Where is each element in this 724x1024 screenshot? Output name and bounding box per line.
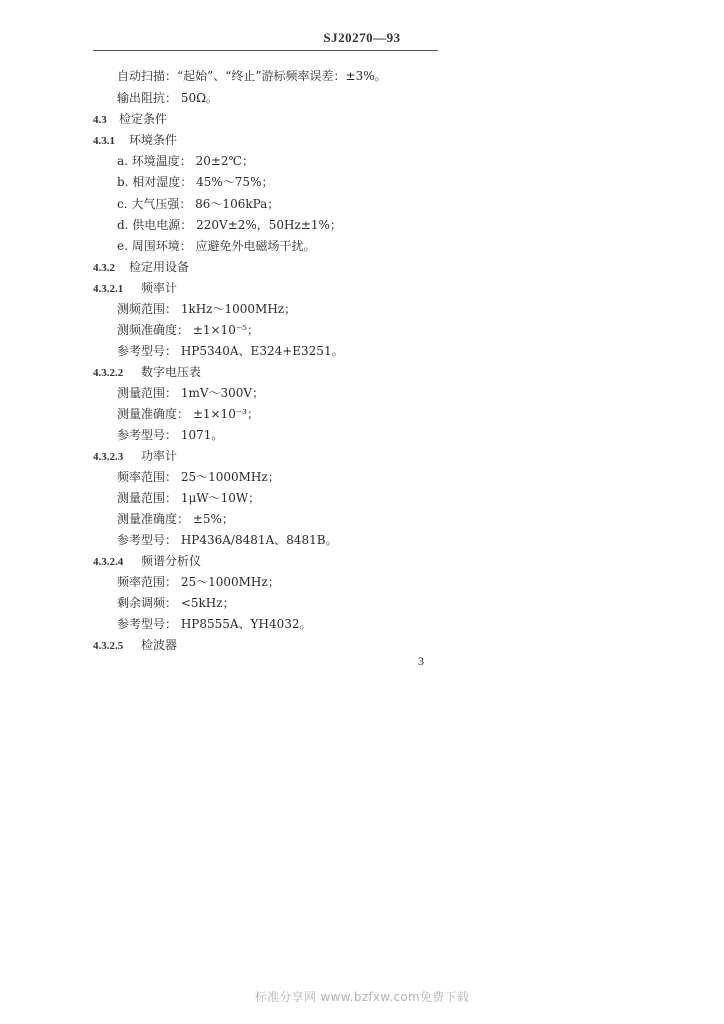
section-title: 功率计 (141, 449, 178, 463)
section-heading (93, 448, 177, 465)
line-text: e. 周围环境： 应避免外电磁场干扰。 (117, 239, 316, 253)
line-text: 参考型号： HP436A/8481A、8481B。 (117, 533, 338, 547)
body-line (117, 511, 234, 527)
line-text: c. 大气压强： 86～106kPa； (117, 197, 280, 211)
section-title: 检定条件 (119, 112, 168, 126)
body-line (117, 532, 338, 548)
section-title: 频谱分析仪 (141, 554, 202, 568)
line-text: 参考型号： HP8555A、YH4032。 (117, 617, 312, 631)
section-heading (93, 637, 177, 654)
section-heading (93, 553, 201, 570)
line-text: 测频范围： 1kHz～1000MHz； (117, 302, 297, 316)
document-code-header: SJ20270—93 (323, 30, 401, 45)
line-text: 频率范围： 25～1000MHz； (117, 470, 280, 484)
line-text: 输出阻抗： 50Ω。 (117, 91, 219, 105)
section-title: 数字电压表 (141, 365, 202, 379)
body-line (117, 490, 260, 506)
list-item (117, 196, 279, 212)
section-number: 4.3.2.1 (93, 283, 124, 295)
header-rule (93, 50, 438, 51)
section-heading (93, 111, 167, 128)
section-title: 检波器 (141, 638, 178, 652)
list-item (117, 174, 273, 190)
body-line (117, 406, 259, 422)
body-line (117, 574, 280, 590)
section-number: 4.3.2.4 (93, 556, 124, 568)
line-text: 测量准确度： ±5%； (117, 512, 234, 526)
body-line (117, 427, 223, 443)
section-heading (93, 364, 201, 381)
list-item (117, 153, 254, 169)
line-text: 测量准确度： ±1×10⁻³； (117, 407, 259, 421)
site-watermark: 标准分享网 www.bzfxw.com免费下载 (254, 990, 470, 1004)
body-line (117, 469, 280, 485)
section-number: 4.3.2.2 (93, 367, 124, 379)
section-heading (93, 132, 177, 149)
list-item (117, 238, 316, 254)
body-line (117, 301, 296, 317)
section-number: 4.3.1 (93, 135, 115, 147)
line-text: 测量范围： 1mV～300V； (117, 386, 265, 400)
section-title: 频率计 (141, 281, 178, 295)
line-text: d. 供电电源： 220V±2%，50Hz±1%； (117, 218, 342, 232)
section-number: 4.3.2.3 (93, 451, 124, 463)
line-text: 测频准确度： ±1×10⁻⁵； (117, 323, 259, 337)
section-title: 检定用设备 (129, 260, 190, 274)
line-text: 参考型号： 1071。 (117, 428, 224, 442)
body-line (117, 90, 218, 106)
section-heading (93, 280, 177, 297)
line-text: 参考型号： HP5340A、E324+E3251。 (117, 344, 344, 358)
line-text: 频率范围： 25～1000MHz； (117, 575, 280, 589)
body-line (117, 595, 235, 611)
section-heading (93, 259, 189, 276)
section-number: 4.3.2.5 (93, 640, 124, 652)
list-item (117, 217, 342, 233)
section-title: 环境条件 (129, 133, 178, 147)
body-line (117, 385, 264, 401)
body-line (117, 343, 344, 359)
section-number: 4.3.2 (93, 262, 115, 274)
section-number: 4.3 (93, 114, 107, 126)
line-text: 测量范围： 1μW～10W； (117, 491, 261, 505)
page-number: 3 (418, 654, 424, 668)
line-text: 自动扫描：“起始”、“终止”游标频率误差：±3%。 (117, 69, 387, 83)
line-text: a. 环境温度： 20±2℃； (117, 154, 254, 168)
line-text: 剩余调频： <5kHz； (117, 596, 235, 610)
body-line (117, 322, 259, 338)
body-line (117, 68, 387, 84)
body-line (117, 616, 312, 632)
line-text: b. 相对湿度： 45%～75%； (117, 175, 274, 189)
